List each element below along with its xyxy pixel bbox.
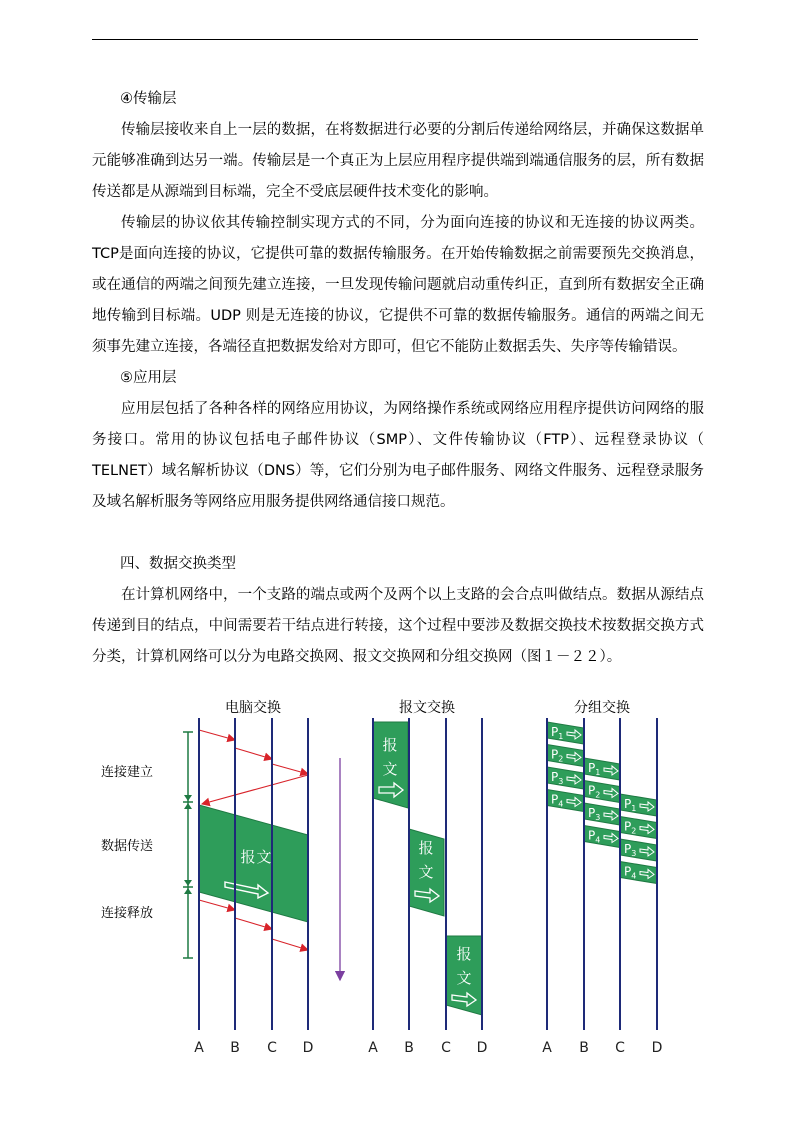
- circuit-block-label: 报: [240, 848, 256, 866]
- packet-label: $P_4$: [624, 864, 637, 881]
- packet-label: $P_4$: [551, 792, 564, 809]
- node-label-a: A: [194, 1040, 204, 1056]
- packet-label: $P_1$: [551, 725, 564, 741]
- packet-block: [620, 839, 657, 861]
- node-label-d: D: [651, 1040, 663, 1056]
- text-body: [92, 84, 704, 673]
- switching-diagram: [100, 690, 680, 1070]
- heading-data-switching: 四、数据交换类型: [120, 556, 236, 572]
- svg-text:报: 报: [418, 839, 434, 857]
- node-label-a: A: [542, 1040, 552, 1056]
- packet-label: $P_2$: [588, 783, 601, 800]
- node-label-c: C: [615, 1040, 625, 1056]
- packet-label: $P_4$: [588, 828, 601, 845]
- svg-text:文: 文: [418, 863, 434, 881]
- phase-brackets: [183, 732, 193, 958]
- node-label-d: D: [476, 1040, 488, 1056]
- packet-block: [584, 758, 620, 780]
- packet-block: [547, 722, 584, 744]
- phase-label-release: 连接释放: [100, 906, 154, 921]
- message-block-2: [409, 829, 444, 916]
- paragraph-application-1: 应用层包括了各种各样的网络应用协议，为网络操作系统或网络应用程序提供访问网络的服务接口。常用的协议包括电子邮件协议（SMP）、文件传输协议（FTP）、远程登录协议（ TELNET）域名解析协议（DNS）等，它们分别为电子邮件服务、网络文件服务、远程登录服务及域名解析服务等网络应用服务提供网络通信接口规范。: [92, 401, 704, 510]
- phase-label-connect: 连接建立: [100, 765, 154, 780]
- title-message-switching: 报文交换: [399, 700, 455, 716]
- packet-block: [584, 781, 620, 803]
- blank-line: [92, 518, 704, 549]
- packet-label: $P_2$: [551, 747, 564, 764]
- packet-block: [547, 767, 584, 789]
- svg-text:报: 报: [456, 945, 472, 963]
- message-block-3: [446, 936, 482, 1015]
- paragraph-transport-2: 传输层的协议依其传输控制实现方式的不同，分为面向连接的协议和无连接的协议两类。TCP是面向连接的协议，它提供可靠的数据传输服务。在开始传输数据之前需要预先交换消息，或在通信的两端之间预先建立连接，一旦发现传输问题就启动重传纠正，直到所有数据安全正确地传输到目标端。UDP 则是无连接的协议，它提供不可靠的数据传输服务。通信的两端之间无须事先建立连接，各端径直把数据发给对方即可，但它不能防止数据丢失、失序等传输错误。: [92, 215, 704, 355]
- node-labels: [194, 1040, 662, 1056]
- svg-text:报: 报: [382, 736, 398, 754]
- packet-block: [620, 817, 657, 839]
- title-packet-switching: 分组交换: [574, 700, 630, 716]
- node-label-c: C: [441, 1040, 451, 1056]
- node-label-b: B: [230, 1040, 240, 1056]
- packet-label: $P_3$: [588, 806, 601, 822]
- packet-label: $P_2$: [624, 819, 637, 836]
- paragraph-transport-1: 传输层接收来自上一层的数据，在将数据进行必要的分割后传递给网络层，并确保这数据单元能够准确到达另一端。传输层是一个真正为上层应用程序提供端到端通信服务的层，所有数据传送都是从源端到目标端，完全不受底层硬件技术变化的影响。: [92, 122, 704, 200]
- node-label-c: C: [267, 1040, 277, 1056]
- packet-label: $P_3$: [551, 770, 564, 786]
- node-label-b: B: [404, 1040, 414, 1056]
- packet-label: $P_1$: [588, 761, 601, 777]
- heading-transport-layer: ④传输层: [120, 91, 177, 107]
- packet-blocks: [547, 722, 657, 884]
- paragraph-switching-1: 在计算机网络中，一个支路的端点或两个及两个以上支路的会合点叫做结点。数据从源结点传递到目的结点，中间需要若干结点进行转接，这个过程中要涉及数据交换技术按数据交换方式分类，计算机网络可以分为电路交换网、报文交换网和分组交换网（图１－２２）。: [92, 587, 704, 665]
- svg-text:文: 文: [456, 969, 472, 987]
- packet-block: [547, 790, 584, 812]
- packet-block: [584, 826, 620, 848]
- packet-block: [547, 745, 584, 767]
- message-block-1: [373, 722, 408, 808]
- title-circuit-switching: 电脑交换: [225, 700, 281, 716]
- packet-label: $P_1$: [624, 797, 637, 813]
- node-label-d: D: [302, 1040, 314, 1056]
- circuit-block-label-2: 文: [256, 848, 272, 866]
- header-rule: [92, 39, 698, 40]
- svg-text:文: 文: [382, 760, 398, 778]
- packet-label: $P_3$: [624, 842, 637, 858]
- packet-block: [620, 794, 657, 816]
- node-label-a: A: [368, 1040, 378, 1056]
- heading-application-layer: ⑤应用层: [120, 370, 177, 386]
- node-label-b: B: [579, 1040, 589, 1056]
- phase-label-transfer: 数据传送: [100, 839, 154, 854]
- packet-block: [620, 862, 657, 884]
- packet-block: [584, 803, 620, 825]
